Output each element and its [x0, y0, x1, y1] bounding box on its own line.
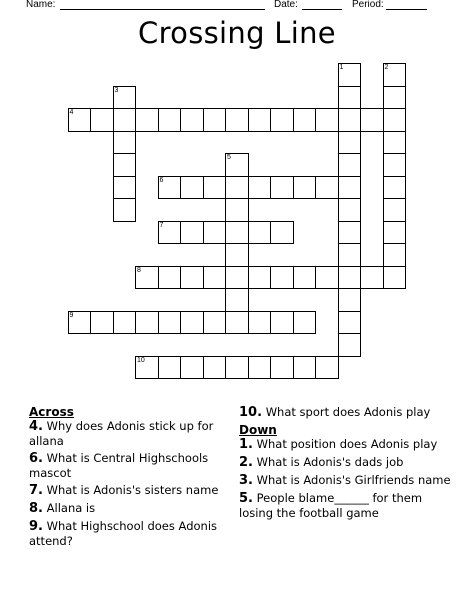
grid-cell[interactable]: [135, 108, 159, 132]
across-heading: Across: [29, 405, 74, 419]
grid-cell[interactable]: [180, 356, 204, 380]
grid-cell[interactable]: [135, 356, 159, 380]
grid-cell[interactable]: [338, 86, 362, 110]
clue-number: 2.: [239, 455, 253, 470]
grid-cell[interactable]: [180, 311, 204, 335]
grid-cell[interactable]: [225, 153, 249, 177]
clue-text: Allana is: [46, 501, 96, 515]
grid-cell[interactable]: [180, 108, 204, 132]
grid-cell[interactable]: [270, 221, 294, 245]
grid-cell[interactable]: [383, 153, 407, 177]
grid-cell[interactable]: [360, 266, 384, 290]
clue-text: What is Adonis's sisters name: [46, 483, 219, 497]
grid-cell[interactable]: [225, 288, 249, 312]
grid-cell[interactable]: [315, 176, 339, 200]
clue-text: What is Adonis's dads job: [256, 455, 404, 469]
grid-cell[interactable]: [225, 266, 249, 290]
grid-cell[interactable]: [338, 266, 362, 290]
period-label: Period:: [352, 0, 384, 10]
grid-cell[interactable]: [203, 266, 227, 290]
grid-cell[interactable]: [225, 176, 249, 200]
grid-cell[interactable]: [113, 198, 137, 222]
grid-cell[interactable]: [135, 311, 159, 335]
grid-cell[interactable]: [158, 176, 182, 200]
down-heading: Down: [239, 423, 277, 437]
grid-cell[interactable]: [180, 221, 204, 245]
grid-cell[interactable]: [338, 176, 362, 200]
grid-cell[interactable]: [113, 153, 137, 177]
clue-down-5: [239, 491, 459, 520]
clue-across-8: [29, 501, 234, 516]
grid-cell[interactable]: [203, 356, 227, 380]
grid-cell[interactable]: [383, 221, 407, 245]
grid-cell[interactable]: [203, 221, 227, 245]
grid-cell[interactable]: [383, 86, 407, 110]
cell-number: 6: [159, 176, 164, 184]
cell-number: 8: [137, 266, 141, 274]
date-label: Date:: [274, 0, 298, 10]
clues-left-column: [29, 405, 234, 551]
grid-cell[interactable]: [225, 221, 249, 245]
cell-number: 4: [69, 109, 74, 116]
grid-cell[interactable]: [203, 311, 227, 335]
grid-cell[interactable]: [248, 311, 272, 335]
grid-cell[interactable]: [158, 311, 182, 335]
clue-across-9: [29, 519, 234, 548]
grid-cell[interactable]: [113, 108, 137, 132]
grid-cell[interactable]: [383, 108, 407, 132]
clue-across-4: [29, 419, 234, 448]
grid-cell[interactable]: [180, 176, 204, 200]
clue-across-6: [29, 451, 234, 480]
grid-cell[interactable]: [158, 221, 182, 245]
clue-text: What position does Adonis play: [256, 437, 438, 451]
clue-down-1: [239, 437, 459, 452]
clue-number: 9.: [29, 519, 43, 534]
grid-cell[interactable]: [383, 266, 407, 290]
grid-cell[interactable]: [315, 356, 339, 380]
clue-text: What is Central Highschools mascot: [29, 451, 209, 480]
grid-cell[interactable]: [338, 243, 362, 267]
grid-cell[interactable]: [113, 176, 137, 200]
clue-across-10: [239, 405, 459, 420]
cell-number: 3: [114, 86, 119, 94]
grid-cell[interactable]: [225, 311, 249, 335]
grid-cell[interactable]: [338, 131, 362, 155]
clue-text: What Highschool does Adonis attend?: [29, 519, 218, 548]
grid-cell[interactable]: [248, 176, 272, 200]
clue-number: 3.: [239, 473, 253, 488]
clue-text: What is Adonis's Girlfriends name: [256, 473, 451, 487]
grid-cell[interactable]: [225, 108, 249, 132]
grid-cell[interactable]: [338, 198, 362, 222]
cell-number: 5: [227, 154, 231, 161]
cell-number: 1: [339, 64, 344, 71]
grid-cell[interactable]: [293, 176, 317, 200]
grid-cell[interactable]: [248, 356, 272, 380]
grid-cell[interactable]: [338, 221, 362, 245]
cell-number: 10: [137, 356, 145, 364]
grid-cell[interactable]: [158, 108, 182, 132]
grid-cell[interactable]: [113, 86, 137, 110]
grid-cell[interactable]: [270, 311, 294, 335]
clue-number: 8.: [29, 501, 43, 516]
grid-cell[interactable]: [113, 311, 137, 335]
grid-cell[interactable]: [113, 131, 137, 155]
grid-cell[interactable]: [90, 311, 114, 335]
clue-number: 6.: [29, 451, 43, 466]
grid-cell[interactable]: [338, 108, 362, 132]
grid-cell[interactable]: [338, 311, 362, 335]
grid-cell[interactable]: [225, 243, 249, 267]
grid-cell[interactable]: [383, 198, 407, 222]
grid-cell[interactable]: [270, 356, 294, 380]
grid-cell[interactable]: [248, 108, 272, 132]
grid-cell[interactable]: [293, 266, 317, 290]
clue-text: People blame______ for them losing the football game: [239, 491, 423, 520]
grid-cell[interactable]: [203, 108, 227, 132]
grid-cell[interactable]: [293, 108, 317, 132]
clue-number: 1.: [239, 437, 253, 452]
clue-number: 7.: [29, 483, 43, 498]
cell-number: 7: [159, 221, 164, 229]
grid-cell[interactable]: [180, 266, 204, 290]
puzzle-title: Crossing Line: [138, 16, 336, 50]
clue-number: 5.: [239, 491, 253, 506]
grid-cell[interactable]: [68, 311, 92, 335]
grid-cell[interactable]: [203, 176, 227, 200]
name-label: Name:: [26, 0, 56, 10]
clue-across-7: [29, 483, 234, 498]
cell-number: 9: [69, 311, 74, 319]
grid-cell[interactable]: [383, 131, 407, 155]
grid-cell[interactable]: [360, 108, 384, 132]
grid-cell[interactable]: [158, 356, 182, 380]
clue-number: 4.: [29, 419, 43, 434]
grid-cell[interactable]: [315, 108, 339, 132]
cell-number: 2: [384, 64, 389, 71]
clue-text: What sport does Adonis play: [265, 405, 431, 419]
grid-cell[interactable]: [270, 176, 294, 200]
grid-cell[interactable]: [225, 356, 249, 380]
clue-down-2: [239, 455, 459, 470]
grid-cell[interactable]: [158, 266, 182, 290]
grid-cell[interactable]: [270, 266, 294, 290]
grid-cell[interactable]: [383, 63, 407, 87]
grid-cell[interactable]: [225, 198, 249, 222]
grid-cell[interactable]: [270, 108, 294, 132]
clue-text: Why does Adonis stick up for allana: [29, 419, 214, 448]
grid-cell[interactable]: [248, 266, 272, 290]
grid-cell[interactable]: [338, 333, 362, 357]
clues-right-column: [239, 405, 459, 523]
clue-number: 10.: [239, 405, 263, 420]
grid-cell[interactable]: [315, 266, 339, 290]
grid-cell[interactable]: [338, 63, 362, 87]
grid-cell[interactable]: [68, 108, 92, 132]
grid-cell[interactable]: [293, 311, 317, 335]
grid-cell[interactable]: [383, 176, 407, 200]
grid-cell[interactable]: [293, 356, 317, 380]
grid-cell[interactable]: [338, 153, 362, 177]
clue-down-3: [239, 473, 459, 488]
grid-cell[interactable]: [248, 221, 272, 245]
grid-cell[interactable]: [90, 108, 114, 132]
grid-cell[interactable]: [338, 288, 362, 312]
grid-cell[interactable]: [383, 243, 407, 267]
grid-cell[interactable]: [135, 266, 159, 290]
